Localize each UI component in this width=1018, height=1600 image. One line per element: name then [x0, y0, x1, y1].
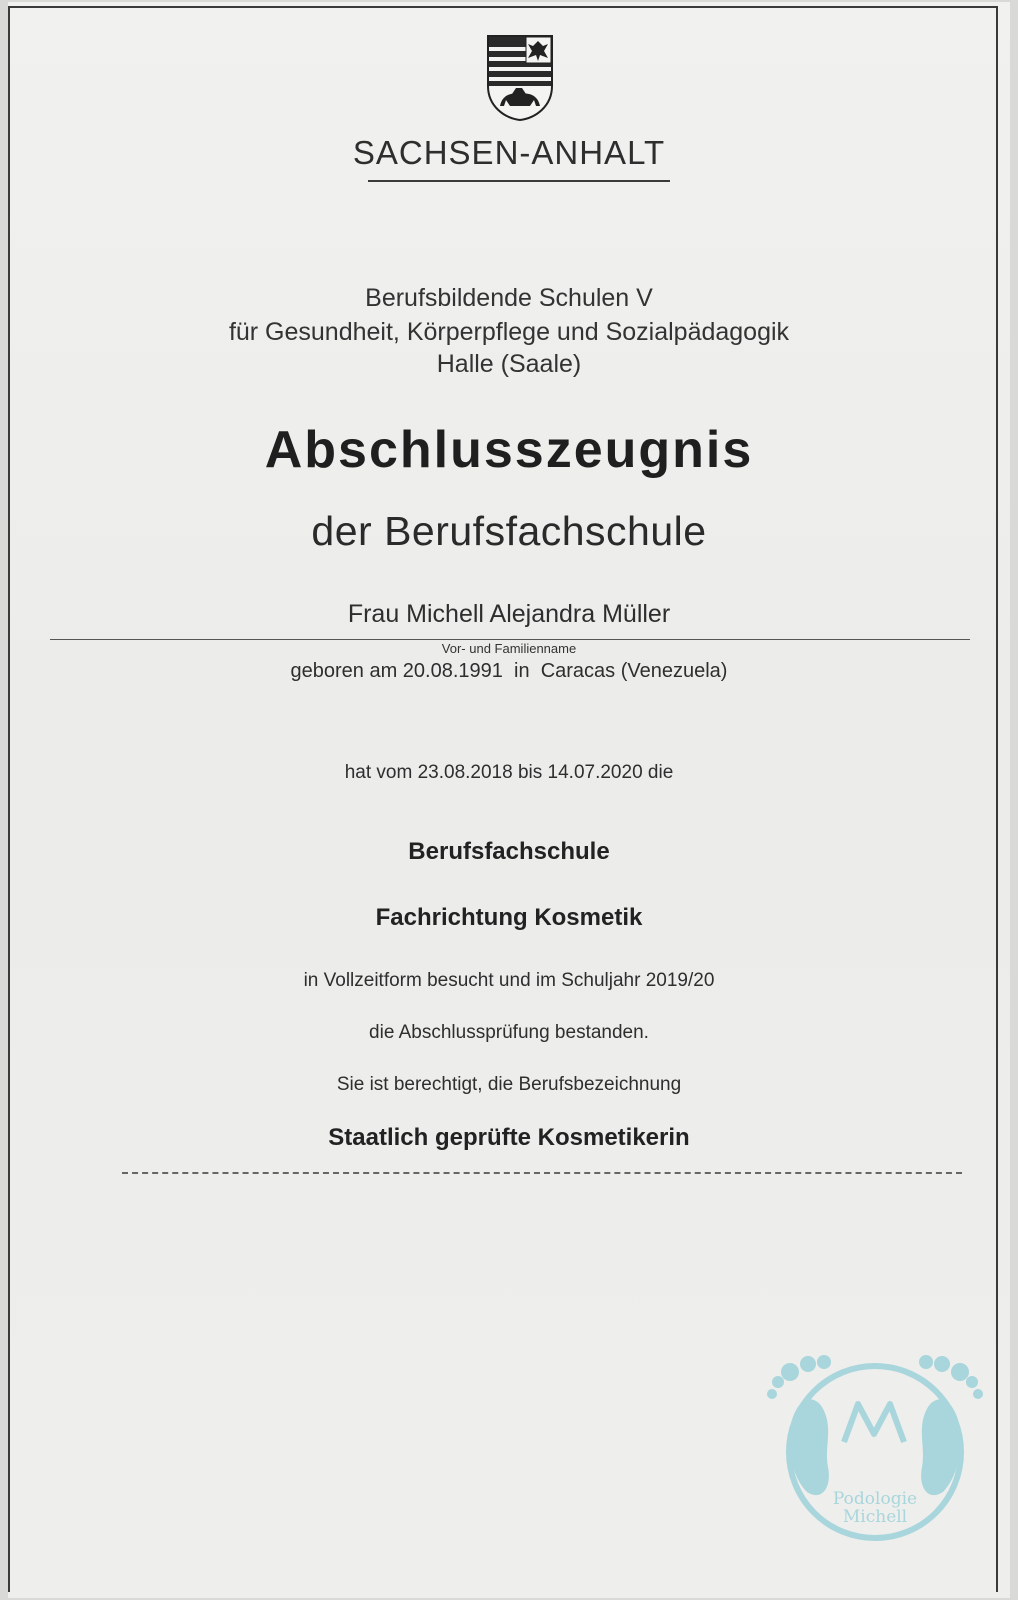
name-caption: Vor- und Familienname: [441, 641, 577, 656]
school-type: Berufsfachschule: [408, 838, 610, 865]
school-name-line2: für Gesundheit, Körperpflege und Sozialpädagogik: [228, 318, 790, 346]
name-underline: [50, 639, 970, 640]
state-underline: [368, 180, 670, 182]
school-name-line1: Berufsbildende Schulen V: [365, 284, 653, 312]
document-subtitle: der Berufsfachschule: [311, 508, 707, 554]
exam-text: die Abschlussprüfung bestanden.: [369, 1022, 649, 1043]
attendance-period: hat vom 23.08.2018 bis 14.07.2020 die: [344, 762, 674, 783]
entitlement-text: Sie ist berechtigt, die Berufsbezeichnung: [336, 1074, 682, 1095]
school-city: Halle (Saale): [436, 350, 582, 378]
bottom-divider: [122, 1172, 962, 1174]
birth-info: geboren am 20.08.1991 in Caracas (Venezuela): [290, 660, 728, 682]
state-name: SACHSEN-ANHALT: [352, 134, 666, 171]
job-title: Staatlich geprüfte Kosmetikerin: [328, 1124, 690, 1151]
attendance-text: in Vollzeitform besucht und im Schuljahr 2019/20: [303, 970, 715, 991]
document-title: Abschlusszeugnis: [264, 421, 754, 479]
holder-name: Frau Michell Alejandra Müller: [347, 600, 671, 628]
podologie-watermark: [762, 1342, 988, 1588]
watermark-line1: Podologie: [832, 1489, 918, 1509]
coat-of-arms-icon: [486, 34, 554, 122]
watermark-line2: Michell: [842, 1507, 908, 1527]
specialization: Fachrichtung Kosmetik: [375, 904, 643, 931]
